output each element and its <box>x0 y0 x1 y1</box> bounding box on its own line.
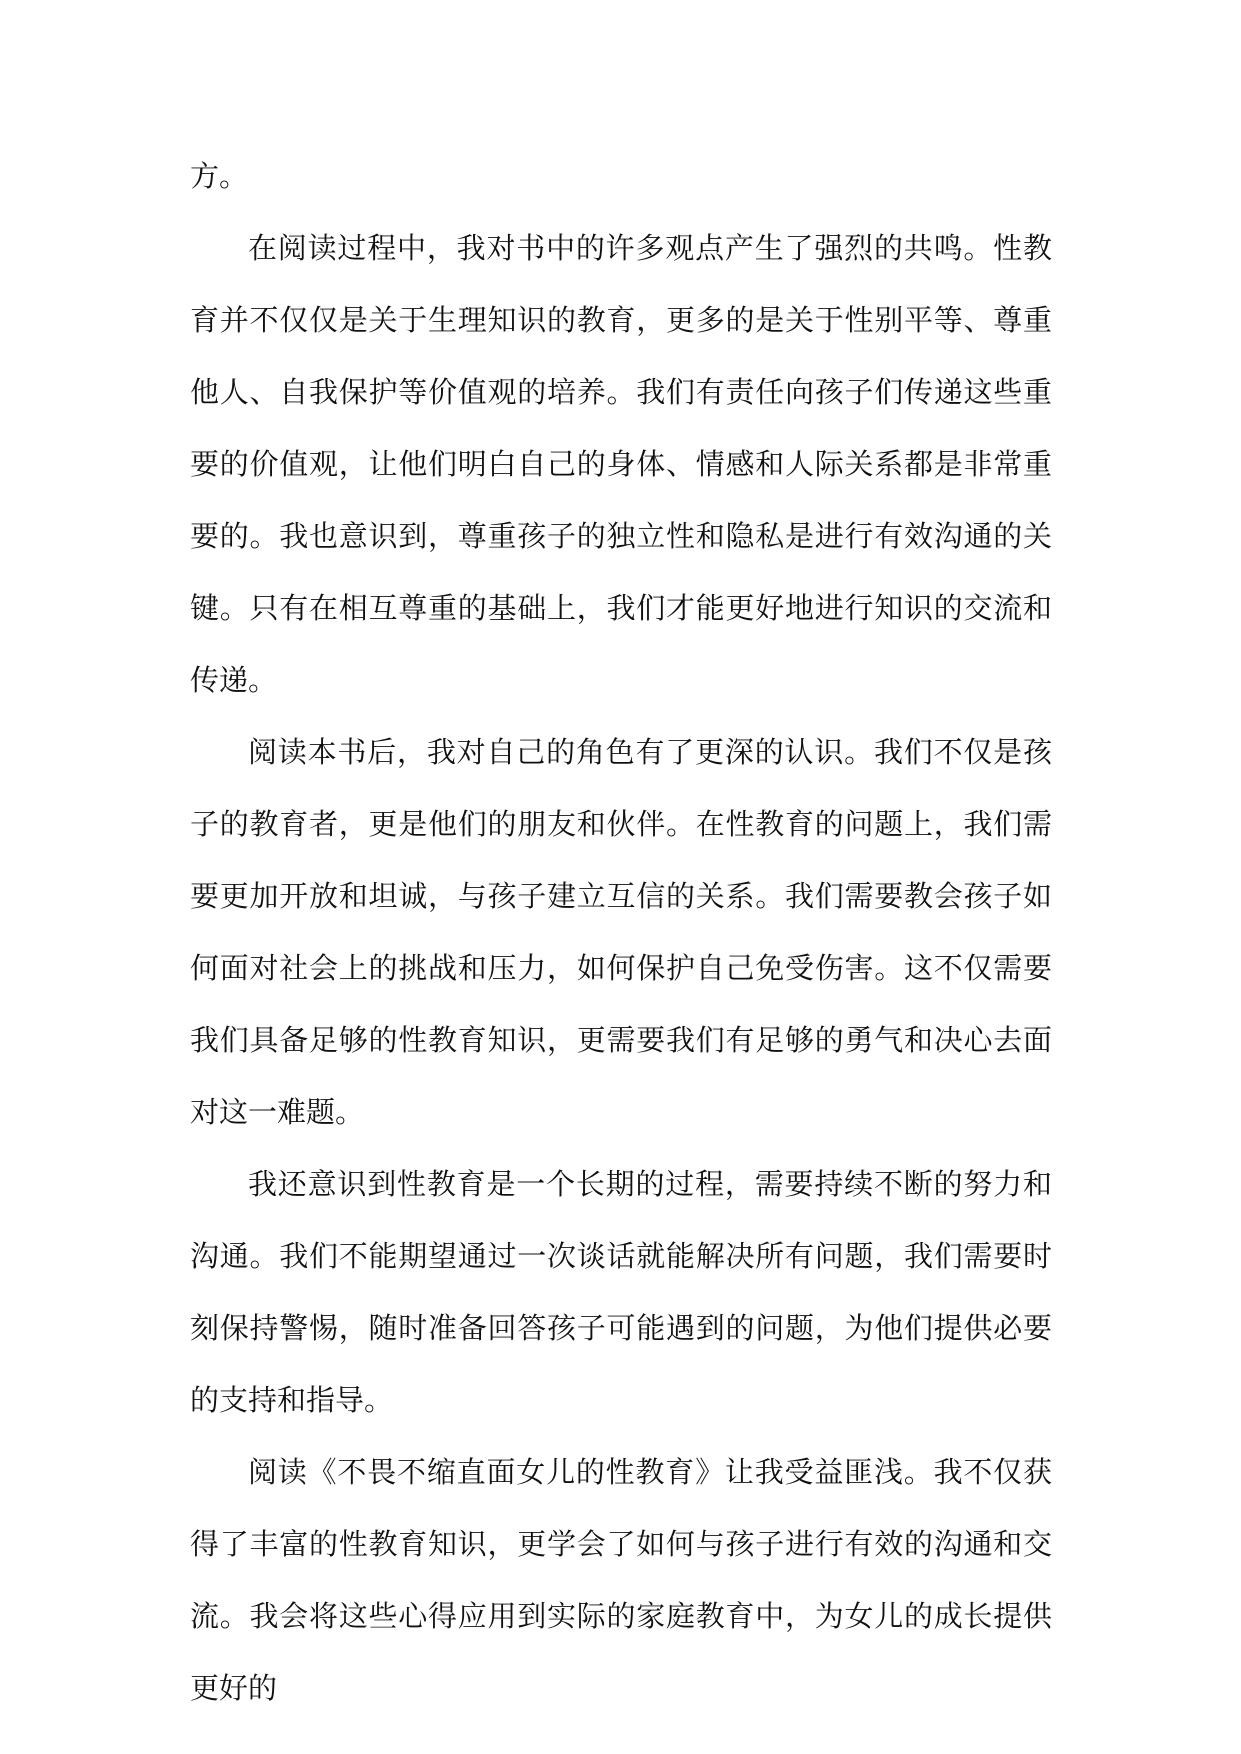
document-body <box>190 140 1052 1724</box>
paragraph-resonance: 在阅读过程中，我对书中的许多观点产生了强烈的共鸣。性教育并不仅仅是关于生理知识的教育，更多的是关于性别平等、尊重他人、自我保护等价值观的培养。我们有责任向孩子们传递这些重要的价值观，让他们明白自己的身体、情感和人际关系都是非常重要的。我也意识到，尊重孩子的独立性和隐私是进行有效沟通的关键。只有在相互尊重的基础上，我们才能更好地进行知识的交流和传递。 <box>190 231 1052 697</box>
paragraph-conclusion: 阅读《不畏不缩直面女儿的性教育》让我受益匪浅。我不仅获得了丰富的性教育知识，更学会了如何与孩子进行有效的沟通和交流。我会将这些心得应用到实际的家庭教育中，为女儿的成长提供更好的 <box>190 1455 1052 1705</box>
paragraph-continuation: 方。 <box>190 159 249 193</box>
paragraph-long-process: 我还意识到性教育是一个长期的过程，需要持续不断的努力和沟通。我们不能期望通过一次谈话就能解决所有问题，我们需要时刻保持警惕，随时准备回答孩子可能遇到的问题，为他们提供必要的支持和指导。 <box>190 1167 1052 1417</box>
paragraph-role: 阅读本书后，我对自己的角色有了更深的认识。我们不仅是孩子的教育者，更是他们的朋友和伙伴。在性教育的问题上，我们需要更加开放和坦诚，与孩子建立互信的关系。我们需要教会孩子如何面对社会上的挑战和压力，如何保护自己免受伤害。这不仅需要我们具备足够的性教育知识，更需要我们有足够的勇气和决心去面对这一难题。 <box>190 735 1052 1129</box>
